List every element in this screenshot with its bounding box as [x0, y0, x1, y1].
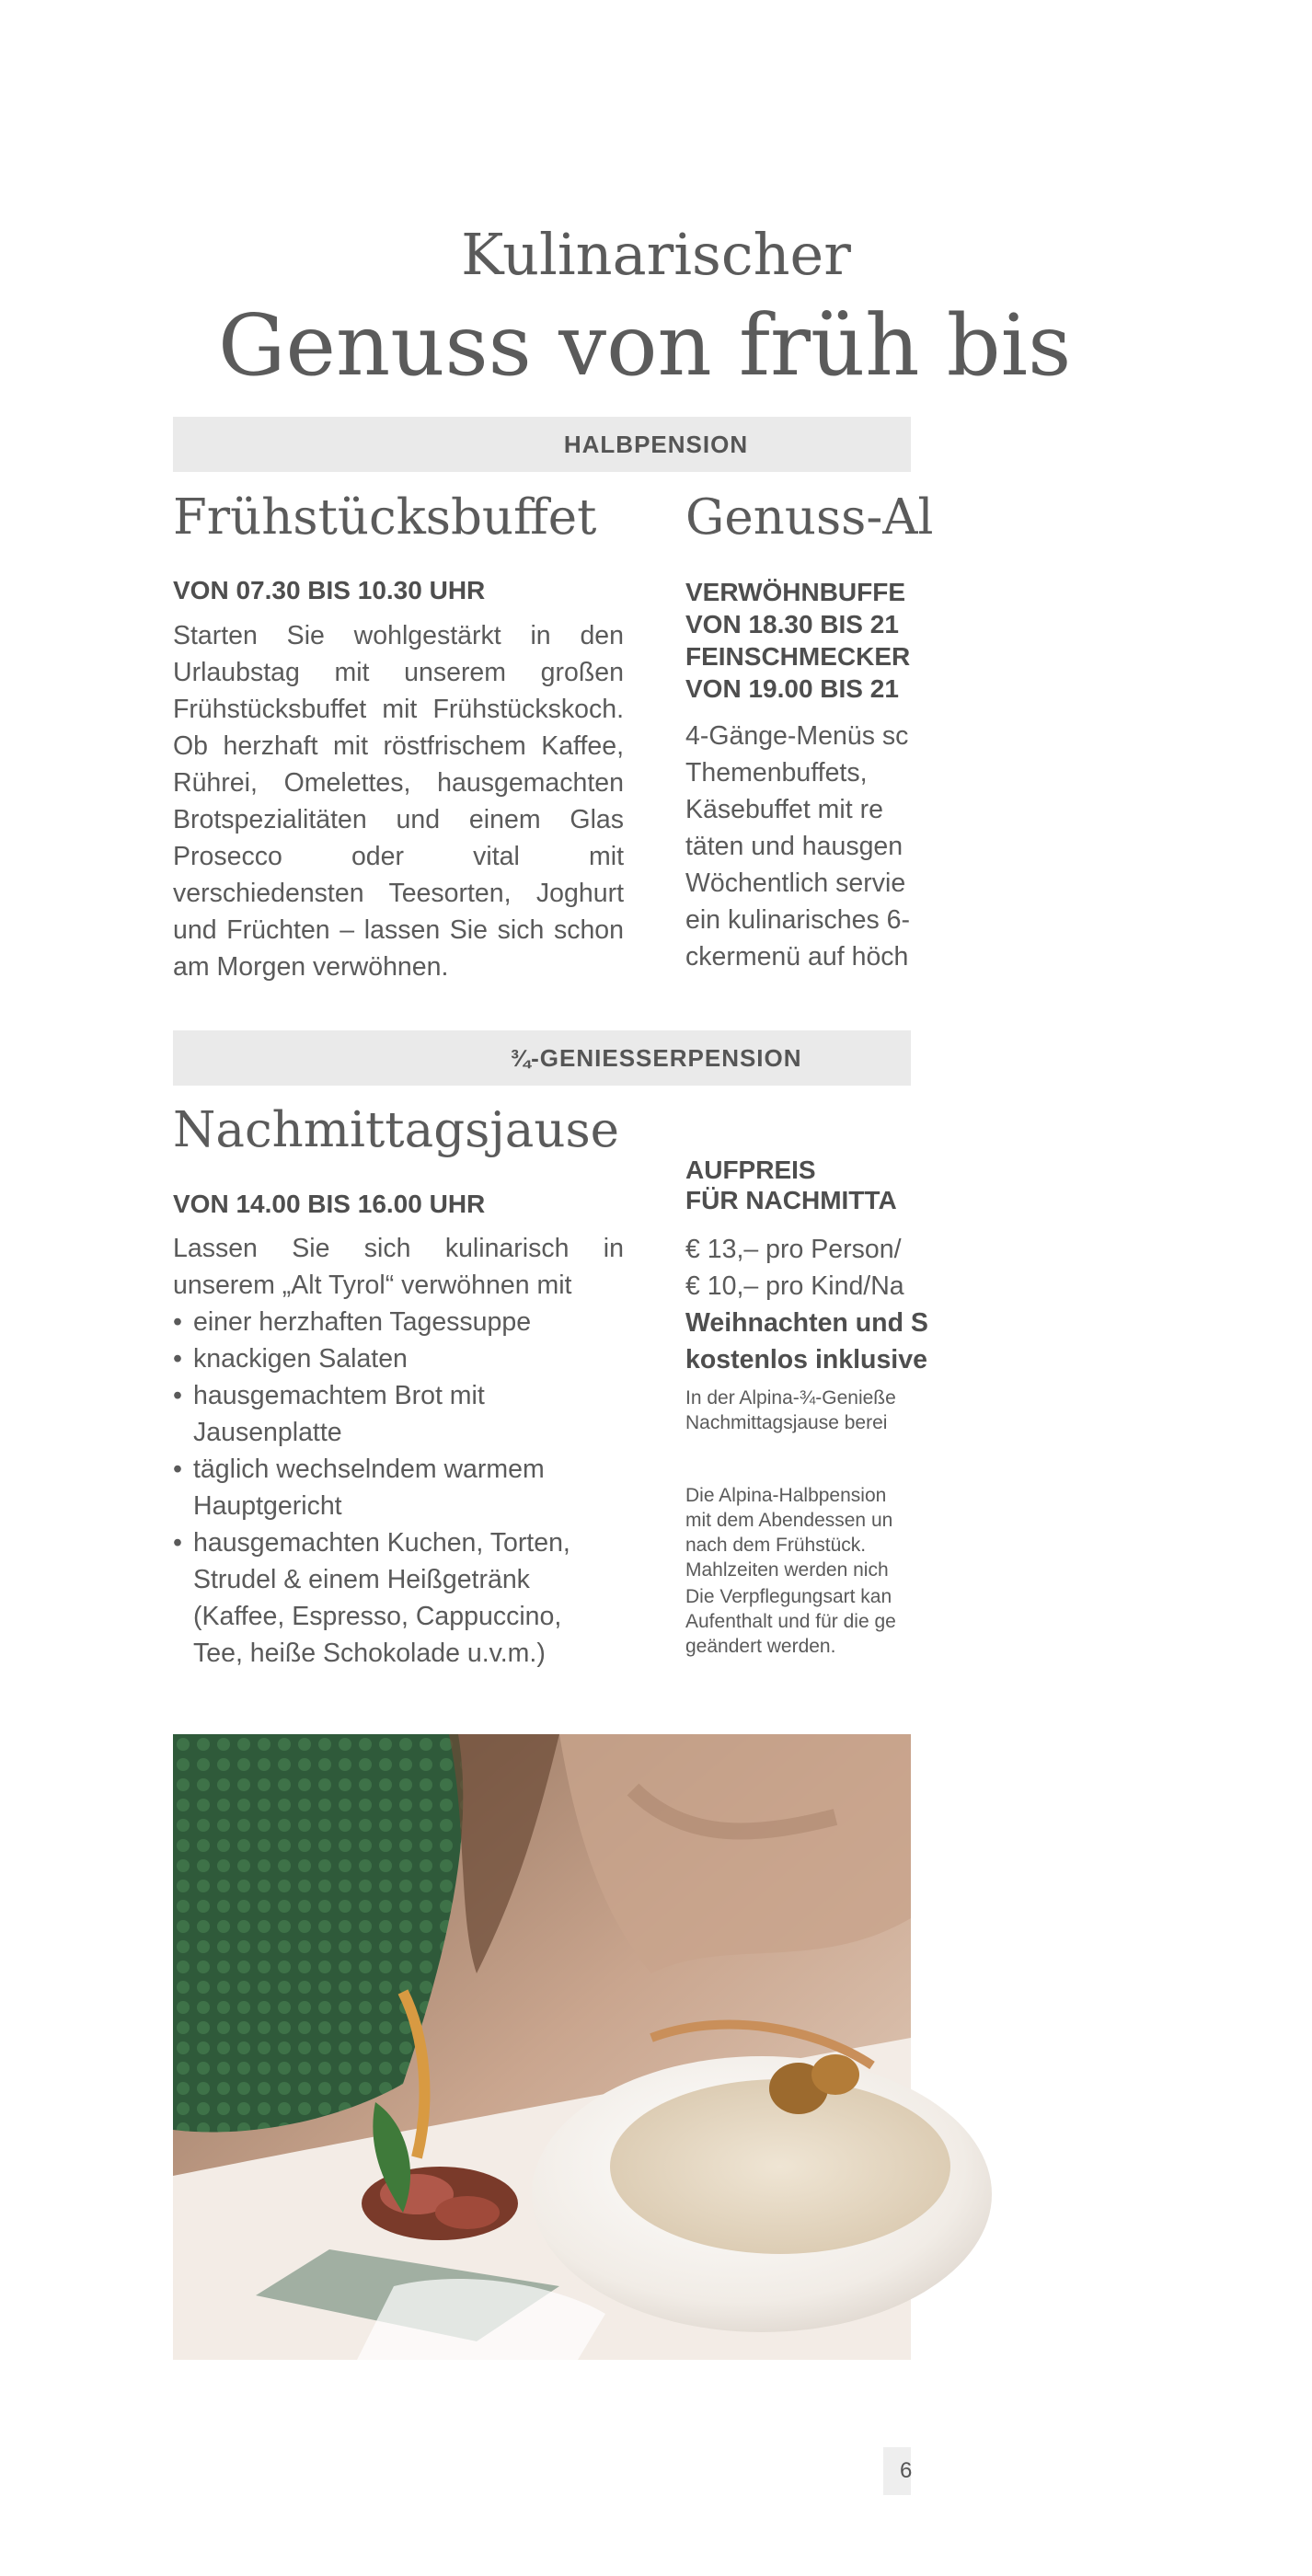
- page-number: 6: [900, 2458, 913, 2483]
- aufpreis-heading-line: FÜR NACHMITTA: [685, 1186, 897, 1214]
- genuss-time-line: FEINSCHMECKER: [685, 642, 911, 671]
- aufpreis-price-line: € 13,– pro Person/: [685, 1235, 902, 1264]
- aufpreis-note: [685, 1386, 911, 1435]
- aufpreis-bold-line: Weihnachten und S: [685, 1308, 928, 1338]
- genuss-heading: Genuss-Al: [685, 489, 934, 546]
- fruehstueck-text: Starten Sie wohlgestärkt in den Urlaubstag mit unserem großen Frühstücksbuffet mit Frühstückskoch. Ob herzhaft mit röstfrischem Kaffee, Rührei, Omelettes, hausgemachten Brotspezialitäten und einem Glas Prosecco oder vital mit verschiedensten Teesorten, Joghurt und Früchten – lassen Sie sich schon am Morgen verwöhnen.: [173, 621, 624, 982]
- verpflegung-info-line: Die Verpflegungsart kan: [685, 1586, 892, 1607]
- aufpreis-heading: [685, 1155, 911, 1215]
- page-title-line1: Kulinarischer: [461, 221, 851, 288]
- fruehstueck-time: VON 07.30 BIS 10.30 UHR: [173, 576, 486, 604]
- verpflegung-info-line: Aufenthalt und für die ge: [685, 1611, 896, 1632]
- aufpreis-bold-line: kostenlos inklusive: [685, 1345, 927, 1374]
- page-title-line2: Genuss von früh bis: [218, 296, 1072, 395]
- page-number-box: [883, 2447, 911, 2495]
- pension-info-line: Mahlzeiten werden nich: [685, 1559, 889, 1581]
- geniesser-band: [173, 1030, 911, 1086]
- aufpreis-note-line: In der Alpina-¾-Genieße: [685, 1387, 896, 1409]
- verpflegung-info: [685, 1584, 911, 1659]
- food-photo: [173, 1734, 911, 2360]
- list-item: • einer herzhaften Tagessuppe: [173, 1304, 624, 1340]
- verpflegung-info-line: geändert werden.: [685, 1636, 836, 1657]
- genuss-text-line: Themenbuffets,: [685, 758, 868, 788]
- genuss-text-line: Wöchentlich servie: [685, 868, 906, 898]
- genuss-time-line: VON 18.30 BIS 21: [685, 610, 899, 638]
- halbpension-label: HALBPENSION: [563, 431, 749, 458]
- genuss-time-line: VERWÖHNBUFFE: [685, 578, 906, 606]
- aufpreis-price-line: € 10,– pro Kind/Na: [685, 1271, 904, 1301]
- halbpension-band: [173, 417, 911, 472]
- genuss-times: [685, 576, 911, 705]
- genuss-time-line: VON 19.00 BIS 21: [685, 674, 899, 703]
- aufpreis-prices: [685, 1231, 928, 1378]
- jause-intro: Lassen Sie sich kulinarisch in unserem „Alt Tyrol“ verwöhnen mit: [173, 1234, 624, 1300]
- pension-info-line: mit dem Abendessen un: [685, 1510, 893, 1531]
- genuss-text-line: ckermenü auf höch: [685, 942, 909, 972]
- fruehstueck-heading: Frühstücksbuffet: [173, 489, 597, 546]
- pension-info-line: nach dem Frühstück.: [685, 1535, 867, 1556]
- pension-info: [685, 1483, 911, 1582]
- genuss-text-line: täten und hausgen: [685, 832, 903, 861]
- genuss-text-line: Käsebuffet mit re: [685, 795, 883, 824]
- jause-time: VON 14.00 BIS 16.00 UHR: [173, 1190, 486, 1218]
- jause-content: [173, 1230, 624, 1672]
- list-item: • täglich wechselndem warmem Hauptgericht: [173, 1451, 624, 1524]
- list-item: • hausgemachten Kuchen, Torten, Strudel & einem Heißgetränk (Kaffee, Espresso, Cappuccino, Tee, heiße Schokolade u.v.m.): [173, 1524, 624, 1672]
- jause-heading: Nachmittagsjause: [173, 1102, 620, 1158]
- genuss-text-line: 4-Gänge-Menüs sc: [685, 721, 909, 751]
- genuss-text: [685, 718, 911, 975]
- pension-info-line: Die Alpina-Halbpension: [685, 1485, 887, 1506]
- list-item: • hausgemachtem Brot mit Jausenplatte: [173, 1377, 624, 1451]
- aufpreis-heading-line: AUFPREIS: [685, 1156, 816, 1184]
- genuss-text-line: ein kulinarisches 6-: [685, 905, 910, 935]
- jause-list: [173, 1304, 624, 1672]
- list-item: • knackigen Salaten: [173, 1340, 624, 1377]
- geniesser-label: ¾-GENIESSERPENSION: [510, 1044, 802, 1072]
- aufpreis-note-line: Nachmittagsjause berei: [685, 1412, 888, 1433]
